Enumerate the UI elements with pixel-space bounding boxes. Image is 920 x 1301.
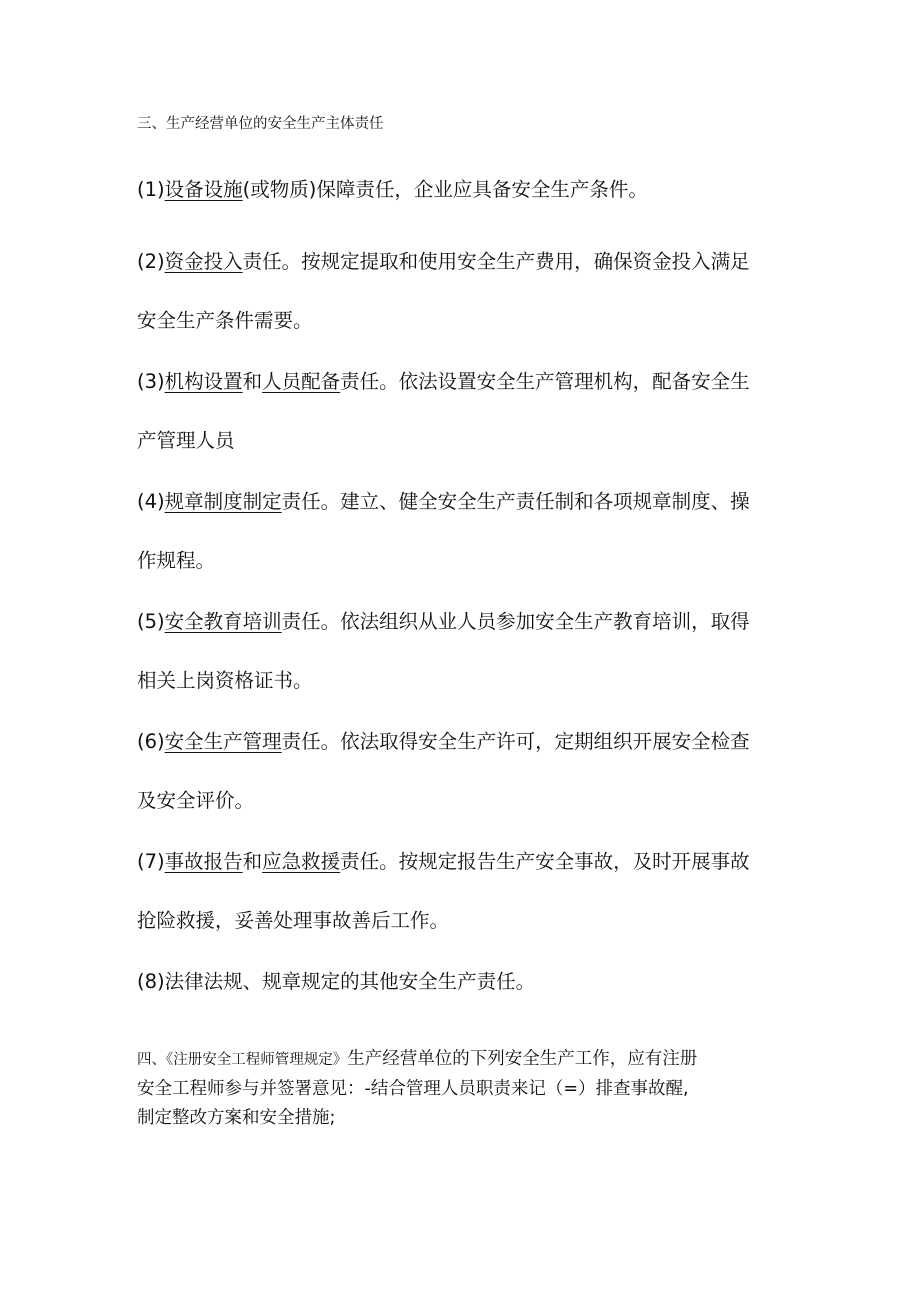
item-5-line-1 <box>137 592 792 651</box>
item-7 <box>137 832 792 950</box>
section-four-text-1: 生产经营单位的下列安全生产工作，应有注册 <box>347 1049 698 1069</box>
item-7-key-term-a: 事故报告 <box>164 850 243 873</box>
item-3-line-2: 产管理人员 <box>137 429 235 452</box>
item-2-key-term: 资金投入 <box>164 250 243 273</box>
item-1 <box>137 160 792 219</box>
item-7-text: 责任。按规定报告生产安全事故，及时开展事故 <box>340 850 750 873</box>
item-number: (3) <box>137 370 165 393</box>
item-2-line-1 <box>137 232 792 291</box>
item-4-key-term: 规章制度制定 <box>164 490 282 513</box>
item-8-text: 法律法规、规章规定的其他安全生产责任。 <box>164 970 536 993</box>
item-number: (7) <box>137 850 165 873</box>
item-number: (6) <box>137 730 165 753</box>
item-7-line-1 <box>137 832 792 891</box>
item-6-line-1 <box>137 712 792 771</box>
section-four-line-2: 安全工程师参与并签署意见：-结合管理人员职责来记（=）排查事故醒, <box>137 1079 689 1099</box>
item-2-text: 责任。按规定提取和使用安全生产费用，确保资金投入满足 <box>242 250 750 273</box>
item-5-key-term: 安全教育培训 <box>164 610 282 633</box>
item-2-line-2: 安全生产条件需要。 <box>137 309 313 332</box>
section-four-line-3: 制定整改方案和安全措施; <box>137 1108 336 1128</box>
section-four-line-1 <box>137 1045 797 1075</box>
item-number: (1) <box>137 178 165 201</box>
item-1-text: (或物质)保障责任，企业应具备安全生产条件。 <box>242 178 648 201</box>
item-4-line-1 <box>137 472 792 531</box>
item-3-conjunction: 和 <box>242 370 263 393</box>
item-3 <box>137 352 792 470</box>
item-1-key-term: 设备设施 <box>164 178 243 201</box>
item-6 <box>137 712 792 830</box>
item-3-text: 责任。依法设置安全生产管理机构，配备安全生 <box>340 370 750 393</box>
item-number: (8) <box>137 970 165 993</box>
section-four <box>137 1045 797 1133</box>
item-6-text: 责任。依法取得安全生产许可，定期组织开展安全检查 <box>281 730 750 753</box>
item-8-line-1 <box>137 952 792 1011</box>
item-3-key-term-a: 机构设置 <box>164 370 243 393</box>
item-number: (2) <box>137 250 165 273</box>
item-3-key-term-b: 人员配备 <box>262 370 341 393</box>
item-6-line-2: 及安全评价。 <box>137 789 255 812</box>
item-6-key-term: 安全生产管理 <box>164 730 282 753</box>
item-5-text: 责任。依法组织从业人员参加安全生产教育培训，取得 <box>281 610 750 633</box>
item-number: (5) <box>137 610 165 633</box>
item-4-text: 责任。建立、健全安全生产责任制和各项规章制度、操 <box>281 490 750 513</box>
item-4-line-2: 作规程。 <box>137 549 216 572</box>
section-four-prefix: 四、《注册安全工程师管理规定》 <box>137 1052 348 1068</box>
item-8 <box>137 952 792 1011</box>
item-2 <box>137 232 792 350</box>
item-7-conjunction: 和 <box>242 850 263 873</box>
item-7-line-2: 抢险救援，妥善处理事故善后工作。 <box>137 909 450 932</box>
item-5-line-2: 相关上岗资格证书。 <box>137 669 313 692</box>
item-7-key-term-b: 应急救援 <box>262 850 341 873</box>
item-1-line-1 <box>137 160 792 219</box>
section-three-heading: 三、生产经营单位的安全生产主体责任 <box>137 116 384 132</box>
item-3-line-1 <box>137 352 792 411</box>
item-number: (4) <box>137 490 165 513</box>
item-5 <box>137 592 792 710</box>
item-4 <box>137 472 792 590</box>
